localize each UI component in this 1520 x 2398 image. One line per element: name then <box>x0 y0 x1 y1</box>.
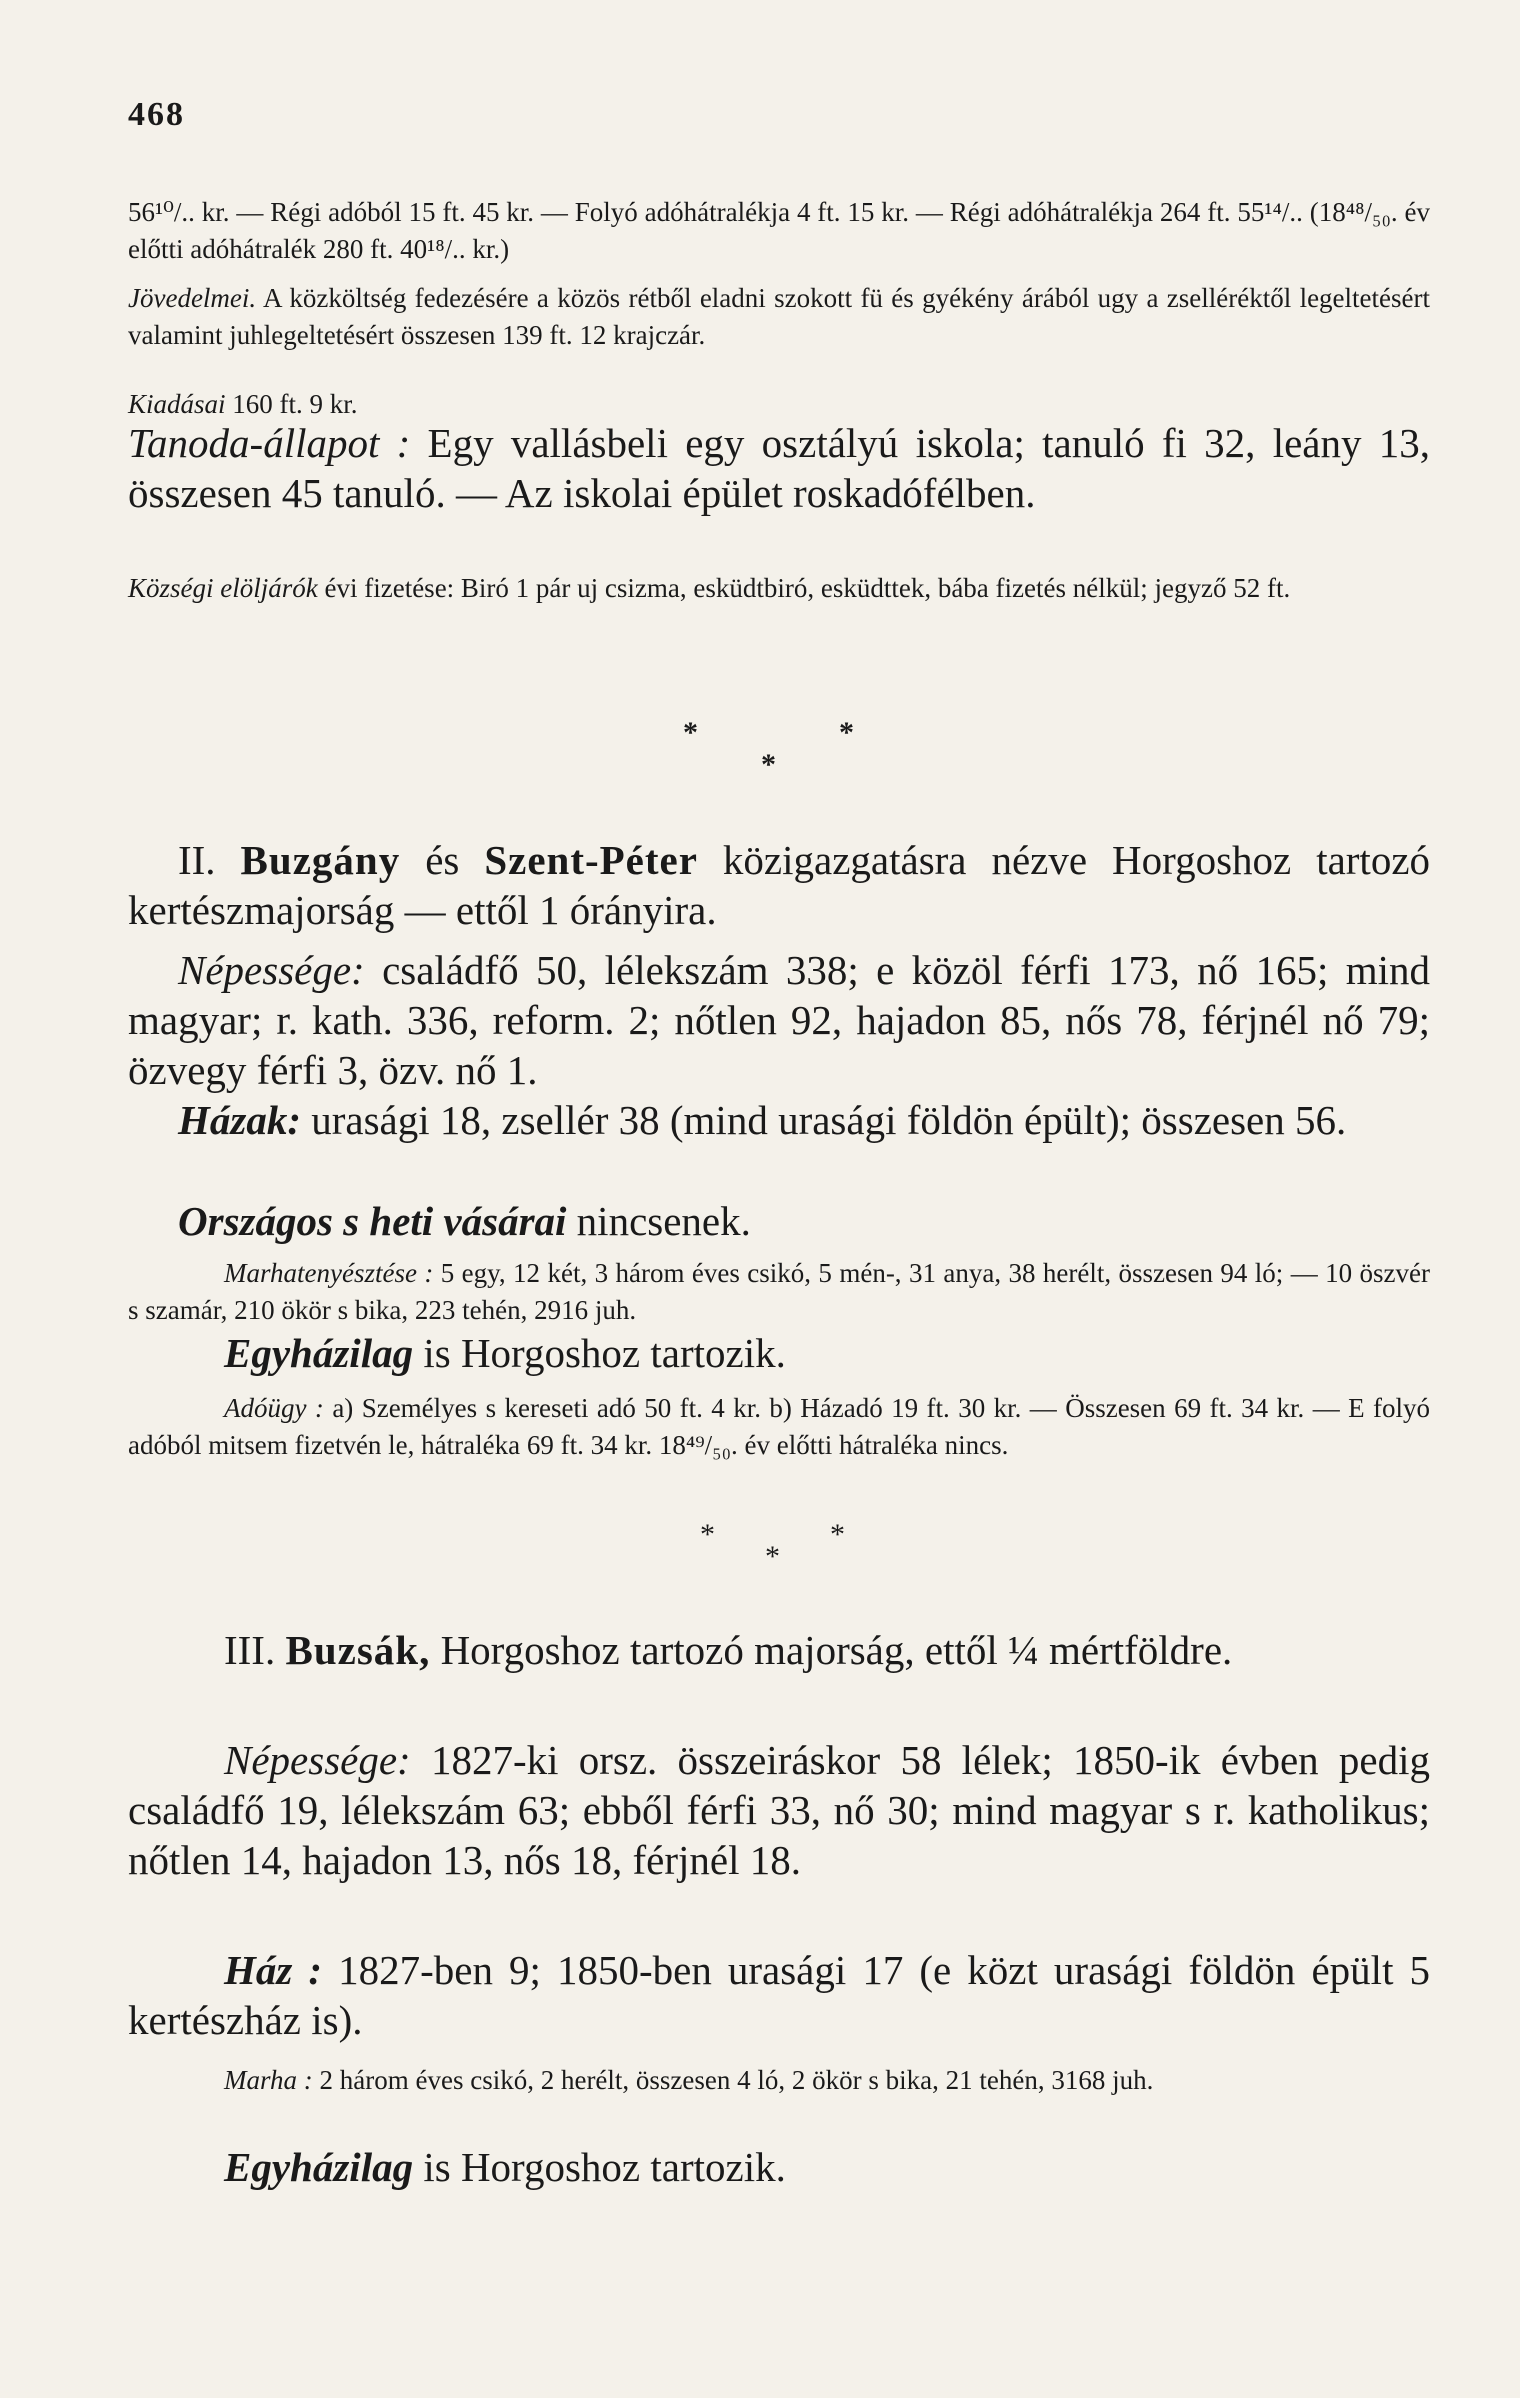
livestock-paragraph <box>128 1255 1430 1329</box>
houses-text: urasági 18, zsellér 38 (mind urasági földön épült); összesen 56. <box>311 1097 1347 1143</box>
section-2-name-1: Buzgány <box>240 837 401 883</box>
section-2-name-2: Szent-Péter <box>484 837 698 883</box>
church-paragraph <box>128 1328 1430 1378</box>
markets-paragraph <box>128 1196 1430 1246</box>
school-text: Egy vallásbeli egy osztályú iskola; tanuló fi 32, leány 13, összesen 45 tanuló. — Az iskolai épület roskadófélben. <box>128 420 1430 516</box>
school-paragraph <box>128 418 1430 518</box>
section-3-church <box>128 2142 1430 2192</box>
section-3-livestock-label: Marha : <box>224 2065 313 2095</box>
livestock-text: 5 egy, 12 két, 3 három éves csikó, 5 mén-, 31 anya, 38 herélt, összesen 94 ló; — 10 öszvér s szamár, 210 ökör s bika, 223 tehén, 2916 juh. <box>128 1258 1430 1325</box>
section-2-taxes-paragraph <box>128 1390 1430 1464</box>
section-1-income <box>128 280 1430 354</box>
section-3-church-paragraph <box>128 2142 1430 2192</box>
markets-label: Országos s heti vásárai <box>178 1198 567 1244</box>
section-3-heading-paragraph <box>128 1625 1430 1675</box>
expenses-label: Kiadásai <box>128 389 226 419</box>
church-label: Egyházilag <box>224 1330 414 1376</box>
section-1-school <box>128 418 1430 518</box>
section-3-church-text: is Horgoshoz tartozik. <box>423 2144 786 2190</box>
school-label: Tanoda-állapot : <box>128 420 411 466</box>
separator-star: * <box>839 716 854 749</box>
section-3-population <box>128 1735 1430 1885</box>
section-2-heading-paragraph <box>128 835 1430 935</box>
church-text: is Horgoshoz tartozik. <box>423 1330 786 1376</box>
population-text: családfő 50, lélekszám 338; e közöl férfi 173, nő 165; mind magyar; r. kath. 336, reform. 2; nőtlen 92, hajadon 85, nős 78, férjnél nő 79; özvegy férfi 3, özv. nő 1. <box>128 947 1430 1093</box>
income-text: A közköltség fedezésére a közös rétből eladni szokott fü és gyékény árából ugy a zselléréktől legeltetésért valamint juhlegeltetésért összesen 139 ft. 12 krajczár. <box>128 283 1430 350</box>
section-2-markets <box>128 1196 1430 1246</box>
section-1-officials <box>128 570 1430 607</box>
population-paragraph <box>128 945 1430 1095</box>
income-paragraph <box>128 280 1430 354</box>
separator-star: * <box>700 1518 715 1551</box>
section-2-population <box>128 945 1430 1095</box>
separator-star: * <box>761 748 776 781</box>
section-2-number: II. <box>178 837 216 883</box>
section-3-houses <box>128 1945 1430 2045</box>
section-3-houses-paragraph <box>128 1945 1430 2045</box>
section-2-livestock <box>128 1255 1430 1329</box>
section-2-church <box>128 1328 1430 1378</box>
section-1-taxes <box>128 194 1430 268</box>
section-3-houses-text: 1827-ben 9; 1850-ben urasági 17 (e közt urasági földön épült 5 kertészház is). <box>128 1947 1431 2043</box>
houses-paragraph <box>128 1095 1430 1145</box>
section-3-name: Buzsák, <box>285 1627 431 1673</box>
expenses-text: 160 ft. 9 kr. <box>232 389 358 419</box>
tax-paragraph: 56¹⁰/.. kr. — Régi adóból 15 ft. 45 kr. — Folyó adóhátralékja 4 ft. 15 kr. — Régi adóhátralékja 264 ft. 55¹⁴/.. (18⁴⁸/₅₀. év előtti adóhátralék 280 ft. 40¹⁸/.. kr.) <box>128 197 1430 264</box>
livestock-label: Marhatenyésztése : <box>224 1258 434 1288</box>
houses-label: Házak: <box>178 1097 301 1143</box>
section-3-population-paragraph <box>128 1735 1430 1885</box>
section-2-taxes <box>128 1390 1430 1464</box>
section-3-intro <box>128 1625 1430 1675</box>
section-3-livestock <box>128 2062 1430 2099</box>
section-3-population-text: 1827-ki orsz. összeiráskor 58 lélek; 1850-ik évben pedig családfő 19, lélekszám 63; ebből férfi 33, nő 30; mind magyar s r. katholikus; nőtlen 14, hajadon 13, nős 18, férjnél 18. <box>128 1737 1431 1883</box>
section-2-houses <box>128 1095 1430 1145</box>
markets-text: nincsenek. <box>576 1198 751 1244</box>
separator-star: * <box>765 1540 780 1573</box>
taxes-label: Adóügy : <box>224 1393 324 1423</box>
section-3-intro-text: Horgoshoz tartozó majorság, ettől ¼ mértföldre. <box>440 1627 1233 1673</box>
officials-paragraph <box>128 570 1430 607</box>
taxes-text: a) Személyes s kereseti adó 50 ft. 4 kr. b) Házadó 19 ft. 30 kr. — Összesen 69 ft. 34 kr. — E folyó adóból mitsem fizetvén le, hátraléka 69 ft. 34 kr. 18⁴⁹/₅₀. év előtti hátraléka nincs. <box>128 1393 1431 1460</box>
section-3-population-label: Népessége: <box>224 1737 411 1783</box>
section-2-and: és <box>425 837 460 883</box>
officials-text: évi fizetése: Biró 1 pár uj csizma, esküdtbiró, esküdttek, bába fizetés nélkül; jegyző 52 ft. <box>324 573 1291 603</box>
section-3-number: III. <box>224 1627 276 1673</box>
section-3-houses-label: Ház : <box>224 1947 323 1993</box>
separator-star: * <box>683 716 698 749</box>
section-3-livestock-text: 2 három éves csikó, 2 herélt, összesen 4 ló, 2 ökör s bika, 21 tehén, 3168 juh. <box>319 2065 1154 2095</box>
page-number: 468 <box>128 96 185 133</box>
section-2-intro-text: közigazgatásra nézve Horgoshoz tartozó kertészmajorság — ettől 1 órányira. <box>128 837 1431 933</box>
population-label: Népessége: <box>178 947 365 993</box>
income-label: Jövedelmei. <box>128 283 257 313</box>
section-3-church-label: Egyházilag <box>224 2144 414 2190</box>
officials-label: Községi elöljárók <box>128 573 318 603</box>
section-2-intro <box>128 835 1430 935</box>
section-3-livestock-paragraph <box>128 2062 1430 2099</box>
separator-star: * <box>830 1518 845 1551</box>
